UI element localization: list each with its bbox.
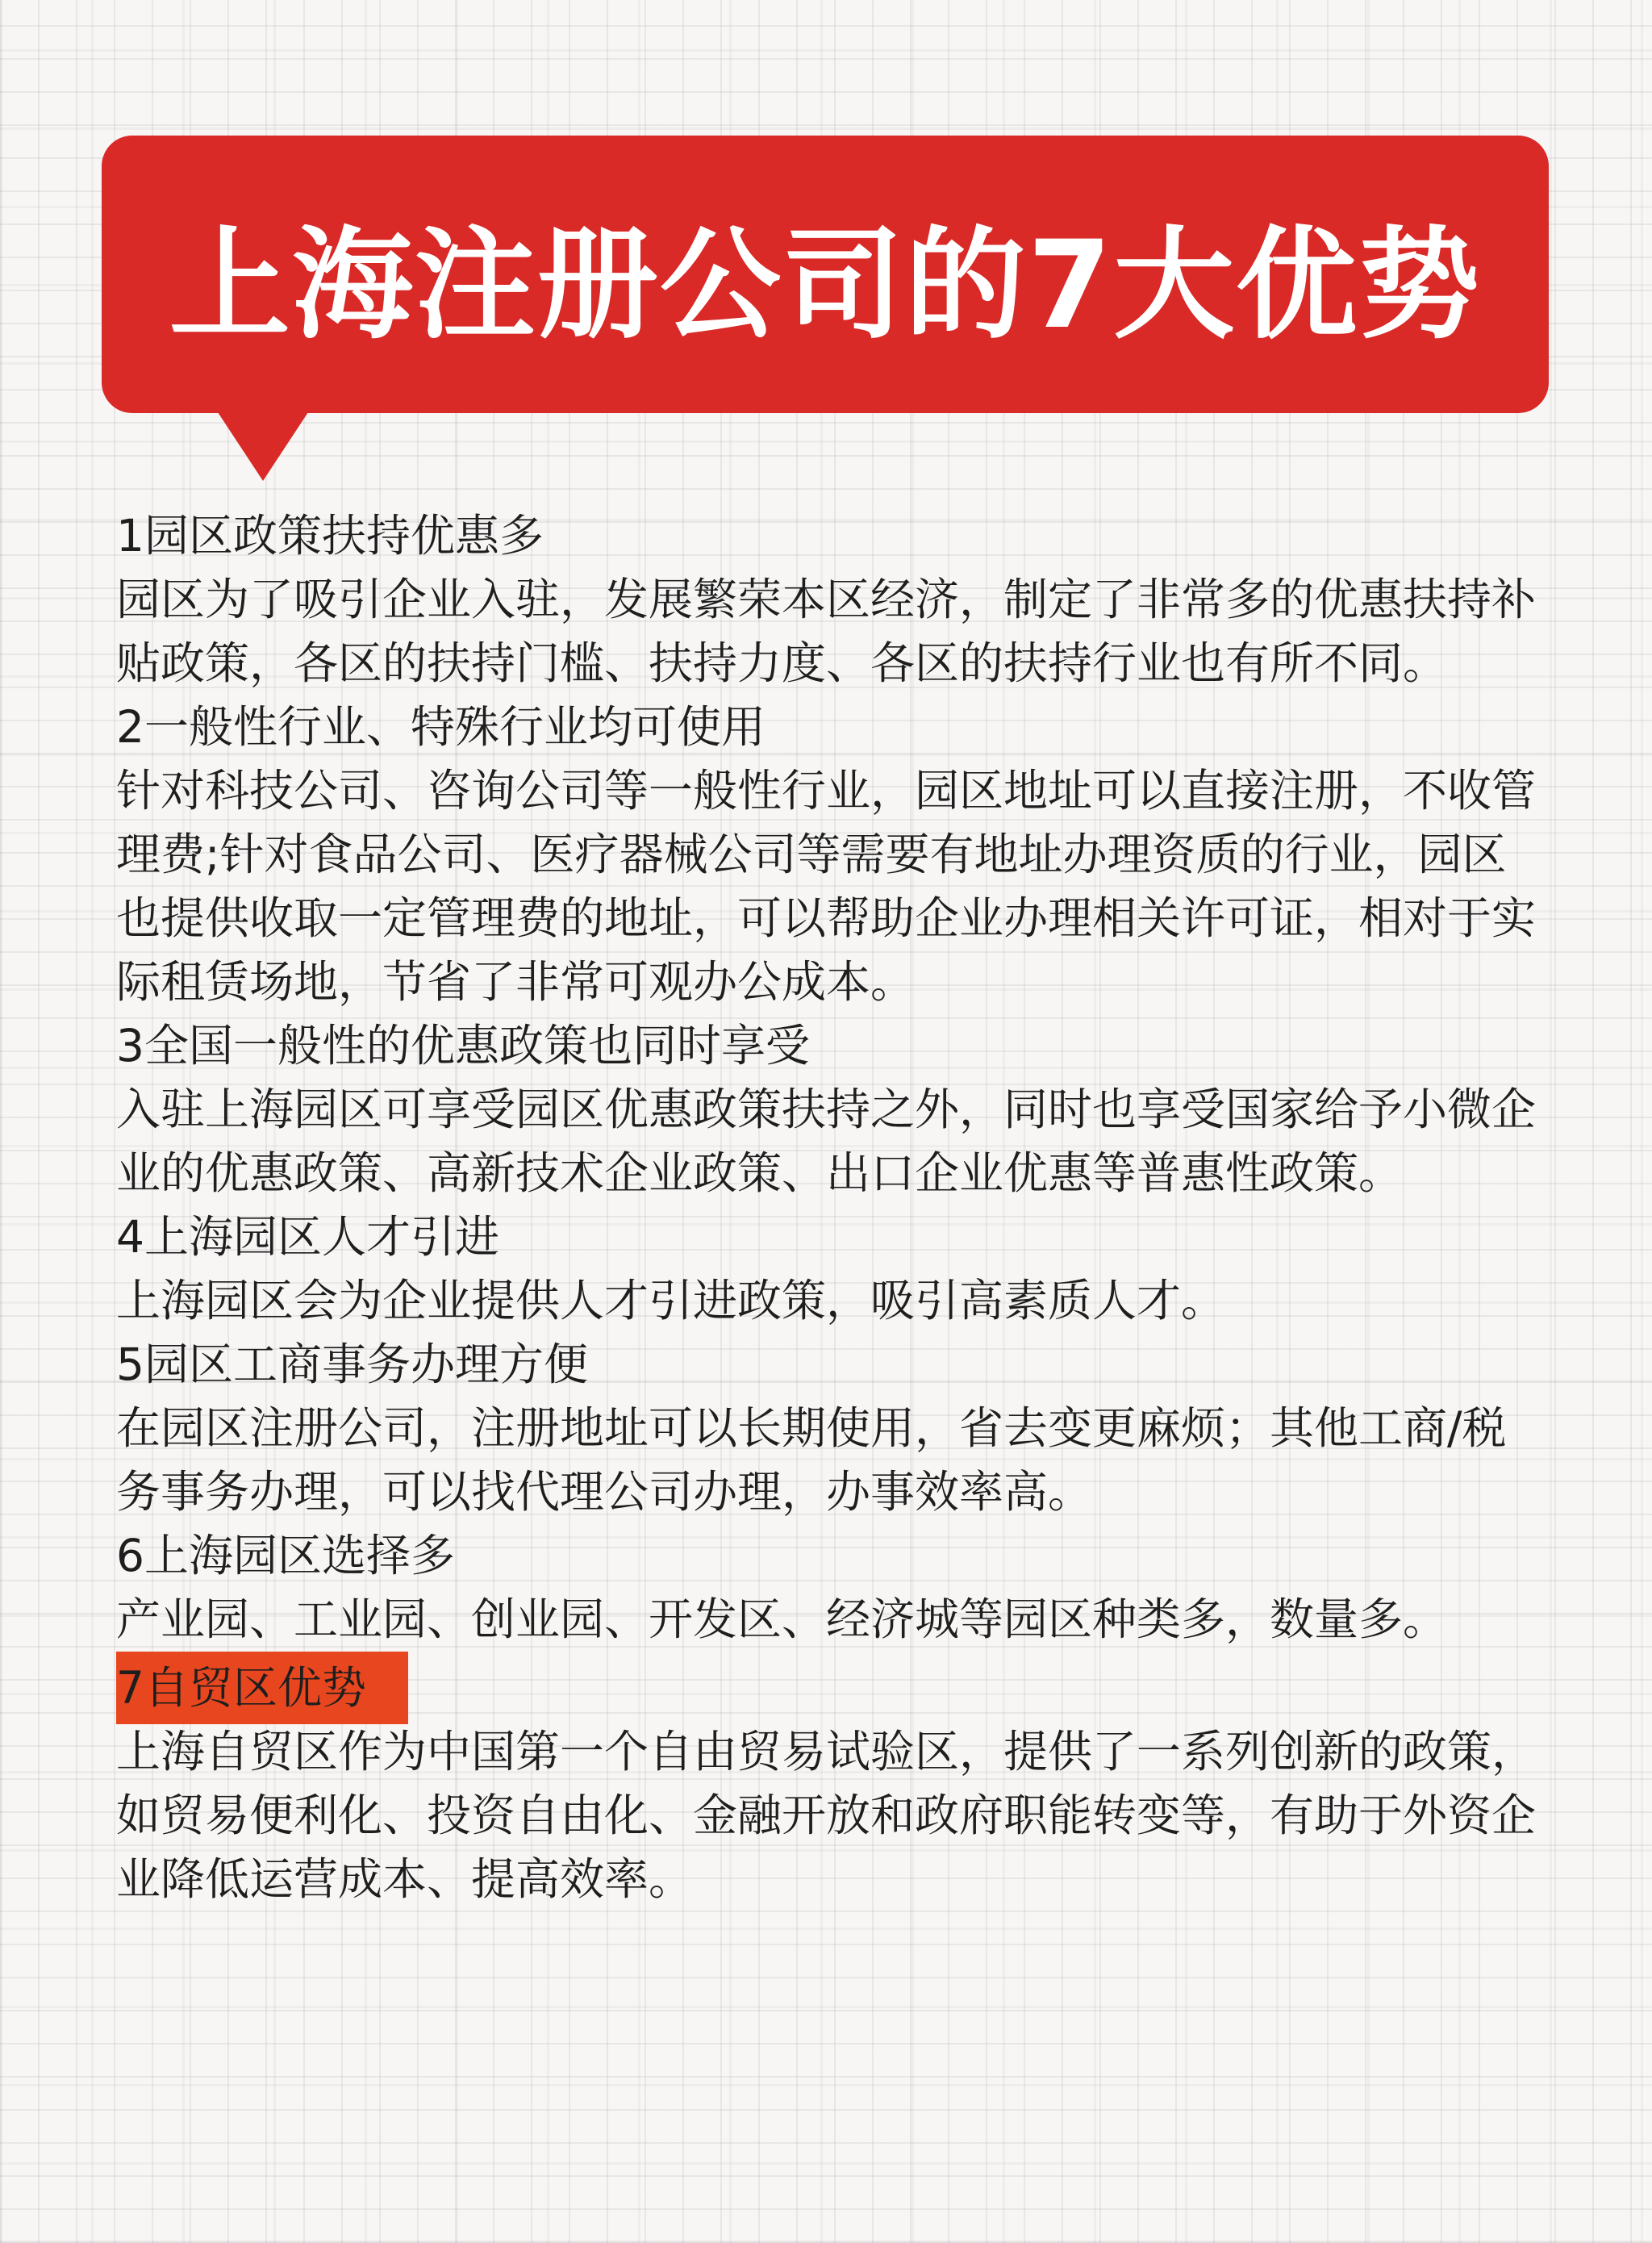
- section-4: [116, 1205, 1536, 1333]
- section-heading: 3全国一般性的优惠政策也同时享受: [116, 1020, 810, 1071]
- section-1: [116, 504, 1536, 695]
- section-body: 入驻上海园区可享受园区优惠政策扶持之外，同时也享受国家给予小微企业的优惠政策、高新技术企业政策、出口企业优惠等普惠性政策。: [116, 1084, 1537, 1199]
- title-banner-pointer: [216, 410, 310, 481]
- section-heading: 5园区工商事务办理方便: [116, 1339, 588, 1390]
- section-heading-highlighted: [116, 1652, 1536, 1720]
- section-body: 上海自贸区作为中国第一个自由贸易试验区，提供了一系列创新的政策，如贸易便利化、投资自由化、金融开放和政府职能转变等，有助于外资企业降低运营成本、提高效率。: [116, 1726, 1537, 1905]
- advantages-list: [116, 504, 1536, 1911]
- section-3: [116, 1014, 1536, 1205]
- section-7: [116, 1652, 1536, 1911]
- section-5: [116, 1333, 1536, 1524]
- section-heading: 4上海园区人才引进: [116, 1211, 499, 1263]
- section-heading: 6上海园区选择多: [116, 1530, 455, 1581]
- section-body: 在园区注册公司，注册地址可以长期使用，省去变更麻烦；其他工商/税务事务办理，可以找代理公司办理，办事效率高。: [116, 1402, 1507, 1518]
- section-body: 产业园、工业园、创业园、开发区、经济城等园区种类多，数量多。: [116, 1593, 1448, 1645]
- section-body: 园区为了吸引企业入驻，发展繁荣本区经济，制定了非常多的优惠扶持补贴政策，各区的扶持门槛、扶持力度、各区的扶持行业也有所不同。: [116, 574, 1537, 689]
- page-title: 上海注册公司的7大优势: [169, 215, 1482, 356]
- section-body: 上海园区会为企业提供人才引进政策，吸引高素质人才。: [116, 1275, 1226, 1326]
- section-2: [116, 695, 1536, 1014]
- section-body: 针对科技公司、咨询公司等一般性行业，园区地址可以直接注册，不收管理费;针对食品公司、医疗器械公司等需要有地址办理资质的行业，园区也提供收取一定管理费的地址，可以帮助企业办理相关许可证，相对于实际租赁场地，节省了非常可观办公成本。: [116, 765, 1537, 1008]
- section-6: [116, 1524, 1536, 1652]
- section-heading: 2一般性行业、特殊行业均可使用: [116, 701, 766, 753]
- section-heading: 1园区政策扶持优惠多: [116, 510, 544, 562]
- highlighted-heading-label: 7自贸区优势: [116, 1652, 408, 1724]
- title-banner: [102, 136, 1549, 413]
